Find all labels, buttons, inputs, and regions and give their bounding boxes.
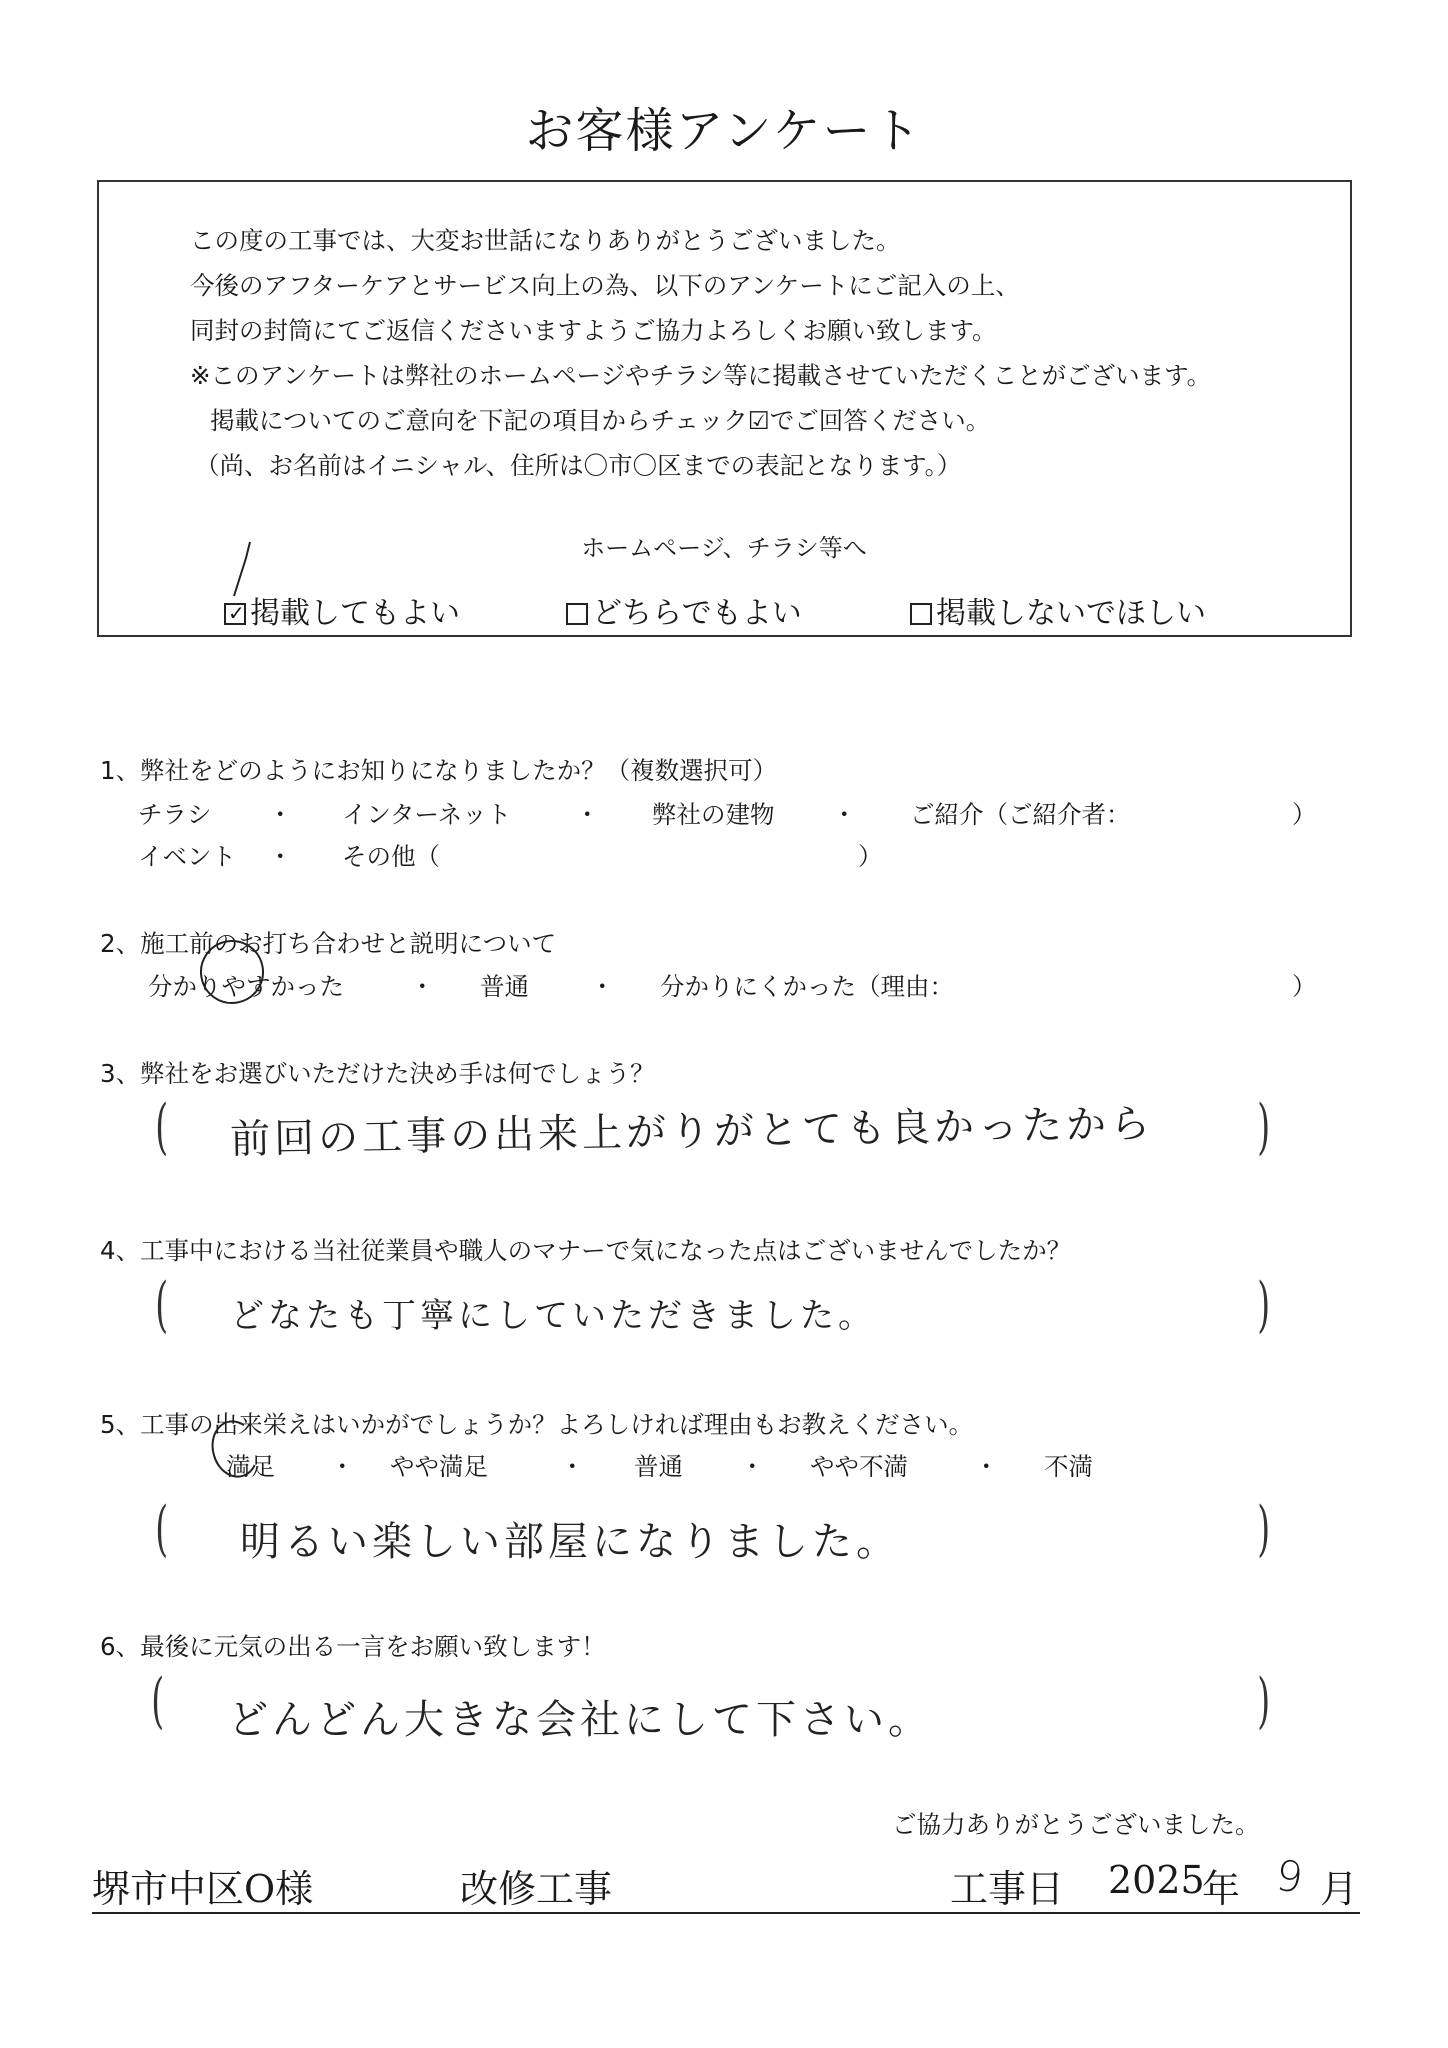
year-unit: 年 <box>1202 1867 1241 1911</box>
q2-option-unclear[interactable]: 分かりにくかった（理由： <box>660 972 954 1001</box>
work-type: 改修工事 <box>460 1867 613 1911</box>
separator-dot: ・ <box>330 1452 355 1481</box>
answer-bracket-right: ) <box>1257 1270 1271 1340</box>
q2-option-clear[interactable]: 分かりやすかった <box>148 972 344 1001</box>
q3-answer-handwritten: 前回の工事の出来上がりがとても良かったから <box>229 1100 1155 1164</box>
separator-dot: ・ <box>268 800 293 829</box>
q1-option-flyer[interactable]: チラシ <box>138 800 212 829</box>
q6-answer-handwritten: どんどん大きな会社にして下さい。 <box>228 1697 932 1743</box>
intro-line-6: （尚、お名前はイニシャル、住所は〇市〇区までの表記となります。） <box>195 451 962 480</box>
intro-line-3: 同封の封筒にてご返信くださいますようご協力よろしくお願い致します。 <box>190 316 997 345</box>
q1-option-building[interactable]: 弊社の建物 <box>652 800 775 829</box>
q4-answer-handwritten: どなたも丁寧にしていただきました。 <box>230 1296 876 1336</box>
separator-dot: ・ <box>575 800 600 829</box>
separator-dot: ・ <box>832 800 857 829</box>
work-year: 2025 <box>1108 1858 1205 1902</box>
page-title: お客様アンケート <box>525 103 923 159</box>
answer-bracket-left: ( <box>155 1270 169 1340</box>
separator-dot: ・ <box>974 1452 999 1481</box>
separator-dot: ・ <box>410 972 435 1001</box>
month-unit: 月 <box>1320 1867 1359 1911</box>
q5-answer-handwritten: 明るい楽しい部屋になりました。 <box>240 1519 900 1565</box>
separator-dot: ・ <box>740 1452 765 1481</box>
publication-heading: ホームページ、チラシ等へ <box>581 534 867 562</box>
q1-option-event[interactable]: イベント <box>138 842 236 871</box>
intro-line-1: この度の工事では、大変お世話になりありがとうございました。 <box>190 226 901 255</box>
answer-bracket-right: ) <box>1257 1092 1271 1162</box>
publication-option-either[interactable] <box>566 588 802 632</box>
q5-option-satisfied[interactable]: 満足 <box>226 1452 275 1481</box>
question-2: 2、施工前のお打ち合わせと説明について <box>100 929 557 958</box>
q1-option-referral[interactable]: ご紹介（ご紹介者： <box>910 800 1131 829</box>
checkbox-unchecked[interactable] <box>566 603 588 625</box>
q5-option-somewhat-satisfied[interactable]: やや満足 <box>390 1452 488 1481</box>
thanks-message: ご協力ありがとうございました。 <box>892 1810 1260 1839</box>
question-4: 4、工事中における当社従業員や職人のマナーで気になった点はございませんでしたか？ <box>100 1236 1072 1265</box>
customer-name: 堺市中区O様 <box>92 1867 314 1911</box>
question-3: 3、弊社をお選びいただけた決め手は何でしょう？ <box>100 1059 655 1088</box>
answer-bracket-left: ( <box>151 1666 165 1736</box>
q1-other-close: ） <box>858 842 883 871</box>
q5-option-dissatisfied[interactable]: 不満 <box>1044 1452 1093 1481</box>
q1-option-other[interactable]: その他（ <box>342 842 440 871</box>
separator-dot: ・ <box>590 972 615 1001</box>
question-1: 1、弊社をどのようにお知りになりましたか？（複数選択可） <box>100 756 778 785</box>
check-icon: ✓ <box>228 601 245 625</box>
q5-option-somewhat-dissatisfied[interactable]: やや不満 <box>810 1452 908 1481</box>
answer-bracket-left: ( <box>155 1494 169 1564</box>
q2-option-normal[interactable]: 普通 <box>480 972 529 1001</box>
intro-line-5: 掲載についてのご意向を下記の項目からチェック☑でご回答ください。 <box>210 406 991 435</box>
publication-option-label: どちらでもよい <box>592 596 802 631</box>
separator-dot: ・ <box>268 842 293 871</box>
answer-bracket-left: ( <box>155 1092 169 1162</box>
work-date-label: 工事日 <box>950 1867 1065 1911</box>
answer-bracket-right: ) <box>1257 1666 1271 1736</box>
publication-option-label: 掲載しないでほしい <box>936 596 1206 631</box>
q2-reason-close: ） <box>1292 972 1317 1001</box>
question-6: 6、最後に元気の出る一言をお願い致します！ <box>100 1632 606 1661</box>
answer-bracket-right: ) <box>1257 1494 1271 1564</box>
publication-option-label: 掲載してもよい <box>250 596 460 631</box>
work-month-handwritten: 9 <box>1272 1850 1307 1903</box>
handwritten-check-stroke <box>228 538 268 608</box>
checkbox-unchecked[interactable] <box>910 603 932 625</box>
q1-option-internet[interactable]: インターネット <box>342 800 512 829</box>
footer-underline <box>92 1912 1360 1914</box>
intro-line-4: ※このアンケートは弊社のホームページやチラシ等に掲載させていただくことがございます。 <box>190 361 1212 390</box>
intro-line-2: 今後のアフターケアとサービス向上の為、以下のアンケートにご記入の上、 <box>190 271 1020 300</box>
q1-referral-close: ） <box>1292 800 1317 829</box>
q5-option-normal[interactable]: 普通 <box>634 1452 683 1481</box>
publication-option-deny[interactable] <box>910 588 1206 632</box>
separator-dot: ・ <box>560 1452 585 1481</box>
question-5: 5、工事の出来栄えはいかがでしょうか？よろしければ理由もお教えください。 <box>100 1410 974 1439</box>
